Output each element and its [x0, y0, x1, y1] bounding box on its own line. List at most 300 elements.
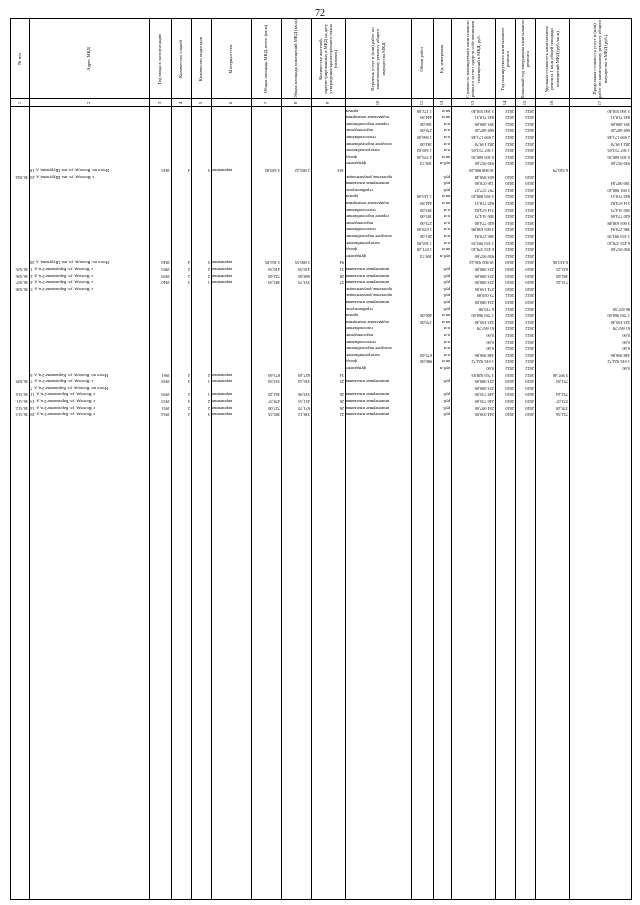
col-number-6: 6	[228, 101, 234, 105]
cell-col-8: 668,60	[298, 273, 310, 279]
cell-col-9: 94	[339, 260, 344, 266]
cell-col-6: кирпичные	[212, 405, 233, 411]
cell-col-10: водоотведение	[346, 333, 373, 338]
cell-col-8: 627,40	[298, 372, 310, 378]
header-col-13: Стоимость планируемого капитального ремонта за счет средств собственников помещений в МКД, руб.	[465, 20, 481, 98]
cell-col-2: Итого по: Вологда, ул. им. Шурупова, д. 18	[30, 168, 109, 173]
cell-col-7: 385,30	[268, 280, 280, 286]
cell-col-14: 2022	[505, 240, 514, 246]
header-col-2: Адрес МКД	[86, 47, 92, 71]
cell-col-11: 169,74	[420, 253, 432, 259]
cell-col-10: фундамент	[346, 161, 367, 167]
header-col-1: № п/п	[17, 53, 23, 65]
cell-col-17: 1 353 993,59	[607, 234, 630, 239]
cell-col-6: кирпичные	[212, 412, 233, 418]
cell-col-12: кв.м	[442, 319, 450, 325]
cell-col-15: 2020	[525, 280, 534, 286]
cell-col-14: 2022	[505, 366, 514, 371]
cell-col-10: проектная документация	[346, 174, 392, 180]
header-col-15: Плановый год завершения капитального ремонта	[519, 19, 530, 99]
cell-col-14: 2020	[505, 280, 514, 286]
cell-col-12: руб.	[442, 399, 450, 404]
cell-col-13: 253 080,00	[474, 267, 494, 272]
cell-col-12: п.м	[443, 234, 450, 239]
cell-col-3: 1993	[161, 267, 170, 272]
cell-col-16: 715,42	[556, 280, 568, 286]
cell-col-15: 2022	[525, 214, 534, 220]
cell-col-17: 3 091 808,20	[607, 187, 630, 193]
cell-col-10: инженерные изыскания	[346, 273, 390, 279]
cell-col-3: 1961	[161, 372, 170, 378]
cell-col-1: 36.308.	[15, 286, 28, 292]
header-col-9: Количество жителей, зарегистрированных в МКД на дату утверждения краткосрочного плана (человек)	[317, 23, 339, 95]
cell-col-7: 3 349,82	[264, 168, 280, 173]
cell-col-8: 336,34	[298, 379, 310, 385]
cell-col-15: 2020	[525, 174, 534, 180]
cell-col-14: 2022	[505, 148, 514, 154]
cell-col-14: 2020	[505, 385, 514, 391]
cell-col-12: руб.	[442, 379, 450, 385]
cell-col-12: руб.	[442, 412, 450, 418]
cell-col-4: 2	[187, 372, 190, 378]
cell-col-13: 0,00	[486, 346, 494, 352]
cell-col-15: 2022	[525, 148, 534, 154]
col-number-4: 4	[178, 101, 184, 105]
cell-col-10: инженерные изыскания	[346, 267, 390, 272]
cell-col-7: 335,94	[268, 379, 280, 385]
cell-col-1: 36.312.	[15, 405, 28, 411]
cell-col-6: кирпичные	[212, 379, 233, 385]
cell-col-17: 386 270,94	[610, 227, 630, 233]
cell-col-12: руб.	[442, 273, 450, 279]
cell-col-8: 353,70	[298, 280, 310, 286]
cell-col-7: 722,60	[268, 273, 280, 279]
cell-col-12: руб.	[442, 306, 450, 312]
cell-col-11: 444,90	[420, 115, 432, 121]
cell-col-14: 2022	[505, 247, 514, 253]
cell-col-13: 3 393 808,20	[471, 194, 494, 200]
cell-col-17: 6 205 600,56	[607, 154, 630, 160]
cell-col-2: г. Вологда, ул. им. Шурупова, д. 20	[30, 174, 94, 180]
cell-col-17: 0,00	[622, 333, 630, 338]
cell-col-16: 751,83	[556, 379, 568, 385]
cell-col-12: куб.м	[439, 366, 450, 371]
cell-col-12: руб.	[442, 300, 450, 305]
cell-col-14: 2022	[505, 121, 514, 127]
cell-col-16: 6 410,06	[552, 260, 568, 266]
cell-col-10: инженерные изыскания	[346, 392, 390, 398]
cell-col-15: 2022	[525, 346, 534, 352]
cell-col-14: 2020	[505, 399, 514, 404]
cell-col-15: 2022	[525, 372, 534, 378]
cell-col-14: 2022	[505, 115, 514, 121]
cell-col-1: 36.309.	[15, 379, 28, 385]
cell-col-15: 2022	[525, 306, 534, 312]
cell-col-16: 6 520,79	[552, 168, 568, 173]
cell-col-14: 2022	[505, 339, 514, 345]
cell-col-4: 2	[187, 267, 190, 272]
cell-col-10: теплоснабжение	[346, 339, 377, 345]
cell-col-10: горячее водоснабжение	[346, 214, 389, 220]
grid-line	[149, 19, 150, 899]
cell-col-13: 1 016 924,72	[471, 359, 494, 365]
cell-col-10: инженерные изыскания	[346, 181, 390, 187]
cell-col-13: 253 080,00	[474, 280, 494, 286]
cell-col-11: 1 349,02	[416, 148, 432, 154]
header-col-14: Год планируемого капитального ремонта	[499, 27, 510, 91]
cell-col-2: Итого по: Вологда, ул. им. Шурупова, д. 20	[30, 260, 109, 266]
cell-col-15: 2022	[525, 359, 534, 365]
cell-col-10: холодное водоснабжение	[346, 141, 392, 147]
cell-col-11: 444,90	[420, 201, 432, 206]
cell-col-11: 273,00	[420, 220, 432, 226]
cell-col-16: 382,60	[556, 273, 568, 279]
cell-col-10: проектная документация	[346, 286, 392, 292]
cell-col-10: инженерные изыскания	[346, 399, 390, 404]
col-number-15: 15	[522, 100, 528, 106]
cell-col-15: 2022	[525, 293, 534, 299]
cell-col-1: 36.310.	[15, 392, 28, 398]
cell-col-2: г. Вологда, ул. Карлашова-2-я, д. 1	[30, 267, 93, 272]
cell-col-1: 36.307.	[15, 280, 28, 286]
cell-col-14: 2020	[505, 412, 514, 418]
cell-col-14: 2022	[505, 108, 514, 114]
cell-col-13: 6 719,98	[478, 306, 494, 312]
cell-col-11: 1 143,00	[416, 194, 432, 200]
cell-col-5: 5	[207, 168, 210, 173]
cell-col-1: 36.311.	[15, 399, 28, 404]
cell-col-7: 410,50	[268, 267, 280, 272]
cell-col-13: 2 859 171,48	[471, 135, 494, 140]
cell-col-9: 26	[339, 405, 344, 411]
cell-col-15: 2020	[525, 273, 534, 279]
cell-col-14: 2022	[505, 359, 514, 365]
cell-col-12: кв.м	[442, 194, 450, 200]
cell-col-17: 0,00	[622, 366, 630, 371]
cell-col-6: кирпичные	[212, 392, 233, 398]
cell-col-17: 950 957,60	[610, 247, 630, 253]
cell-col-10: электроснабжение	[346, 240, 380, 246]
cell-col-15: 2020	[525, 181, 534, 187]
cell-col-10: холодное водоснабжение	[346, 234, 392, 239]
cell-col-17: 0,00	[622, 339, 630, 345]
col-number-9: 9	[325, 101, 331, 105]
grid-line	[191, 19, 192, 899]
cell-col-15: 2022	[525, 161, 534, 167]
cell-col-1: 36.306.	[15, 273, 28, 279]
cell-col-17: 1 016 924,72	[607, 359, 630, 365]
cell-col-15: 2022	[525, 333, 534, 338]
cell-col-5: 2	[207, 273, 210, 279]
cell-col-12: п.м	[443, 148, 450, 154]
cell-col-14: 2022	[505, 161, 514, 167]
cell-col-15: 2022	[525, 366, 534, 371]
grid-line	[311, 19, 312, 899]
cell-col-15: 2022	[525, 194, 534, 200]
cell-col-15: 2022	[525, 115, 534, 121]
cell-col-4: 2	[187, 392, 190, 398]
cell-col-13: 3 063 638,88	[471, 227, 494, 233]
cell-col-12: кв.м	[442, 247, 450, 253]
cell-col-15: 2020	[525, 412, 534, 418]
cell-col-13: 0,00	[486, 339, 494, 345]
cell-col-12: руб.	[442, 405, 450, 411]
header-col-10: Перечень услуг и (или) работ по капитальному ремонту общего имущества МКД	[370, 27, 386, 91]
cell-col-11: 1 172,00	[416, 108, 432, 114]
cell-col-13: 6 205 600,56	[471, 154, 494, 160]
cell-col-7: 673,60	[268, 372, 280, 378]
cell-col-10: фундамент	[346, 366, 367, 371]
cell-col-17: 282 139,70	[610, 141, 630, 147]
cell-col-10: фасад	[346, 359, 357, 365]
cell-col-11: 169,74	[420, 161, 432, 167]
cell-col-11: 270,00	[420, 128, 432, 134]
cell-col-1: 36.305.	[15, 267, 28, 272]
cell-col-13: 845 718,31	[474, 201, 494, 206]
cell-col-13: 126 070,00	[474, 181, 494, 187]
cell-col-12: кв.м	[442, 201, 450, 206]
cell-col-10: электроснабжение	[346, 148, 380, 154]
cell-col-13: 1 367 713,05	[471, 148, 494, 154]
cell-col-17: 669 487,20	[610, 128, 630, 134]
cell-col-13: 253 080,00	[474, 379, 494, 385]
cell-col-16: 378,28	[556, 405, 568, 411]
grid-line	[171, 19, 172, 899]
cell-col-17: 3 063 638,88	[607, 220, 630, 226]
cell-col-11: 201,00	[420, 234, 432, 239]
cell-col-13: 0,00	[486, 333, 494, 338]
cell-col-2: г. Вологда, ул. Карлашова-2-я, д. 7	[30, 379, 93, 385]
cell-col-13: 3 160 518,40	[471, 108, 494, 114]
cell-col-14: 2022	[505, 227, 514, 233]
cell-col-2: г. Вологда, ул. Карлашова-2-я, д. 11	[30, 392, 95, 398]
cell-col-11: 1 671,28	[416, 247, 432, 253]
cell-col-15: 2022	[525, 108, 534, 114]
cell-col-5: 3	[207, 412, 210, 418]
cell-col-13: 246 735,00	[474, 399, 494, 404]
cell-col-13: 16 808 886,28	[469, 168, 494, 173]
cell-col-15: 2022	[525, 154, 534, 160]
cell-col-3: 1959	[161, 273, 170, 279]
cell-col-14: 2020	[505, 286, 514, 292]
cell-col-16: 752,44	[556, 392, 568, 398]
cell-col-11: 185,00	[420, 214, 432, 220]
cell-col-12: п.м	[443, 121, 450, 127]
rotated-table	[10, 18, 632, 900]
cell-col-12: п.м	[443, 346, 450, 352]
cell-col-5: 2	[207, 405, 210, 411]
cell-col-14: 2020	[505, 181, 514, 187]
cell-col-12: п.м	[443, 352, 450, 358]
cell-col-14: 2022	[505, 352, 514, 358]
cell-col-15: 2022	[525, 247, 534, 253]
cell-col-6: кирпичные	[212, 372, 233, 378]
cell-col-2: Итого по: Вологда, ул. Карлашова-2-я, д. 6	[30, 372, 108, 378]
cell-col-13: 845 718,31	[474, 115, 494, 121]
cell-col-15: 2020	[525, 392, 534, 398]
cell-col-15: 2022	[525, 313, 534, 319]
cell-col-13: 393 480,00	[474, 121, 494, 127]
cell-col-15: 2022	[525, 141, 534, 147]
cell-col-17: 323 195,40	[610, 319, 630, 325]
cell-col-14: 2022	[505, 187, 514, 193]
cell-col-6: кирпичные	[212, 260, 233, 266]
cell-col-1: 36.313.	[15, 412, 28, 418]
cell-col-13: 1 353 993,59	[471, 240, 494, 246]
col-number-8: 8	[293, 101, 299, 105]
cell-col-3: 1845	[161, 168, 170, 173]
cell-col-12: куб.м	[439, 253, 450, 259]
cell-col-15: 2022	[525, 135, 534, 140]
cell-col-10: кровля	[346, 108, 359, 114]
cell-col-15: 2022	[525, 227, 534, 233]
cell-col-11: 675,60	[420, 352, 432, 358]
cell-col-16: 5 997,40	[552, 372, 568, 378]
cell-col-15: 2022	[525, 352, 534, 358]
cell-col-10: инженерные изыскания	[346, 379, 390, 385]
col-number-11: 11	[419, 100, 425, 106]
cell-col-5: 2	[207, 267, 210, 272]
cell-col-8: 335,96	[298, 392, 310, 398]
cell-col-15: 2022	[525, 220, 534, 226]
cell-col-15: 2022	[525, 260, 534, 266]
cell-col-4: 2	[187, 273, 190, 279]
cell-col-12: п.м	[443, 339, 450, 345]
cell-col-15: 2022	[525, 201, 534, 206]
cell-col-17: 190 087,84	[610, 181, 630, 187]
cell-col-8: 671,70	[298, 405, 310, 411]
header-col-11: Объем работ	[419, 46, 425, 72]
cell-col-10: фасад	[346, 154, 357, 160]
cell-col-4: 2	[187, 379, 190, 385]
cell-col-10: газоснабжение	[346, 326, 374, 332]
cell-col-11: 1 365,85	[416, 240, 432, 246]
cell-col-9: 25	[339, 379, 344, 385]
cell-col-13: 603 858,48	[474, 174, 494, 180]
cell-col-11: 400,00	[420, 313, 432, 319]
cell-col-12: п.м	[443, 214, 450, 220]
cell-col-11: 393,00	[420, 207, 432, 213]
cell-col-2: г. Вологда, ул. Карлашова-2-я, д. 5	[30, 286, 93, 292]
grid-line	[281, 19, 282, 899]
cell-col-16: 572,07	[556, 399, 568, 404]
cell-col-14: 2022	[505, 220, 514, 226]
cell-col-12: руб.	[442, 293, 450, 299]
header-col-8: Общая площадь помещений МКД (кв.м)	[293, 19, 299, 99]
cell-col-4: 2	[187, 405, 190, 411]
cell-col-14: 2020	[505, 267, 514, 272]
cell-col-14: 2020	[505, 372, 514, 378]
cell-col-9: 22	[339, 412, 344, 418]
cell-col-11: 2 376,20	[416, 154, 432, 160]
cell-col-11: 1 566,00	[416, 135, 432, 140]
cell-col-13: 61 667,78	[476, 326, 494, 332]
cell-col-8: 338,12	[298, 412, 310, 418]
cell-col-17: 393 480,00	[610, 121, 630, 127]
cell-col-10: теплоснабжение	[346, 227, 377, 233]
cell-col-13: 244 030,00	[474, 412, 494, 418]
cell-col-15: 2022	[525, 240, 534, 246]
cell-col-13: 73 020,00	[476, 293, 494, 299]
cell-col-12: кв.м	[442, 313, 450, 319]
col-number-12: 12	[439, 100, 445, 106]
cell-col-15: 2022	[525, 128, 534, 134]
cell-col-13: 254 080,00	[474, 300, 494, 305]
cell-col-4: 4	[187, 168, 190, 173]
cell-col-12: п.м	[443, 141, 450, 147]
cell-col-9: 103	[337, 168, 344, 173]
cell-col-12: п.м	[443, 128, 450, 134]
cell-col-5: 1	[207, 392, 210, 398]
cell-col-13: 386 270,94	[474, 234, 494, 239]
cell-col-2: г. Вологда, ул. Карлашова-2-я, д. 4	[30, 280, 93, 286]
cell-col-14: 2022	[505, 154, 514, 160]
cell-col-13: 249 735,00	[474, 392, 494, 398]
col-number-10: 10	[375, 100, 381, 106]
cell-col-15: 2020	[525, 385, 534, 391]
cell-col-12: руб.	[442, 187, 450, 193]
cell-col-17: 0,00	[622, 346, 630, 352]
cell-col-11: 170,00	[420, 319, 432, 325]
cell-col-7: 362,20	[268, 392, 280, 398]
cell-col-8: 410,50	[298, 267, 310, 272]
cell-col-13: 323 195,40	[474, 319, 494, 325]
col-number-5: 5	[198, 101, 204, 105]
cell-col-3: 1954	[161, 412, 170, 418]
cell-col-17: 930 957,60	[610, 161, 630, 167]
cell-col-13: 930 957,60	[474, 161, 494, 167]
cell-col-14: 2022	[505, 135, 514, 140]
cell-col-4: 4	[187, 260, 190, 266]
cell-col-13: 274 159,06	[474, 286, 494, 292]
col-number-14: 14	[502, 100, 508, 106]
cell-col-13: 500 314,75	[474, 214, 494, 220]
cell-col-2: Итого по: Вологда, ул. Карлашова-2-я, д. 7	[30, 385, 108, 391]
cell-col-13: 254 097,00	[474, 405, 494, 411]
cell-col-13: 620 774,00	[474, 220, 494, 226]
cell-col-12: кв.м	[442, 108, 450, 114]
cell-col-10: подвальные помещения	[346, 319, 390, 325]
cell-col-14: 2022	[505, 333, 514, 338]
cell-col-15: 2020	[525, 300, 534, 305]
cell-col-3: 1955	[161, 399, 170, 404]
cell-col-17: 1 783 960,00	[607, 313, 630, 319]
cell-col-12: п.м	[443, 220, 450, 226]
cell-col-13: 348 906,86	[474, 352, 494, 358]
header-col-16: Удельная стоимость капитального ремонта 1 кв.м общей площади помещений МКД (руб./кв.м)	[544, 25, 560, 93]
cell-col-16: 625,25	[556, 267, 568, 272]
cell-col-11: 182,00	[420, 141, 432, 147]
cell-col-14: 2022	[505, 313, 514, 319]
cell-col-12: п.м	[443, 227, 450, 233]
col-number-13: 13	[470, 100, 476, 106]
cell-col-3: 1959	[161, 392, 170, 398]
cell-col-14: 2022	[505, 194, 514, 200]
col-number-2: 2	[86, 101, 92, 105]
cell-col-12: руб.	[442, 280, 450, 286]
cell-col-10: инженерные изыскания	[346, 300, 390, 305]
cell-col-17: 620 774,00	[610, 214, 630, 220]
cell-col-10: стройконтроль	[346, 187, 374, 193]
cell-col-15: 2022	[525, 319, 534, 325]
cell-col-15: 2020	[525, 379, 534, 385]
cell-col-10: инженерные изыскания	[346, 280, 390, 286]
cell-col-15: 2022	[525, 187, 534, 193]
cell-col-12: п.м	[443, 207, 450, 213]
cell-col-15: 2020	[525, 286, 534, 292]
cell-col-11: 1 678,00	[416, 227, 432, 233]
cell-col-4: 3	[187, 399, 190, 404]
